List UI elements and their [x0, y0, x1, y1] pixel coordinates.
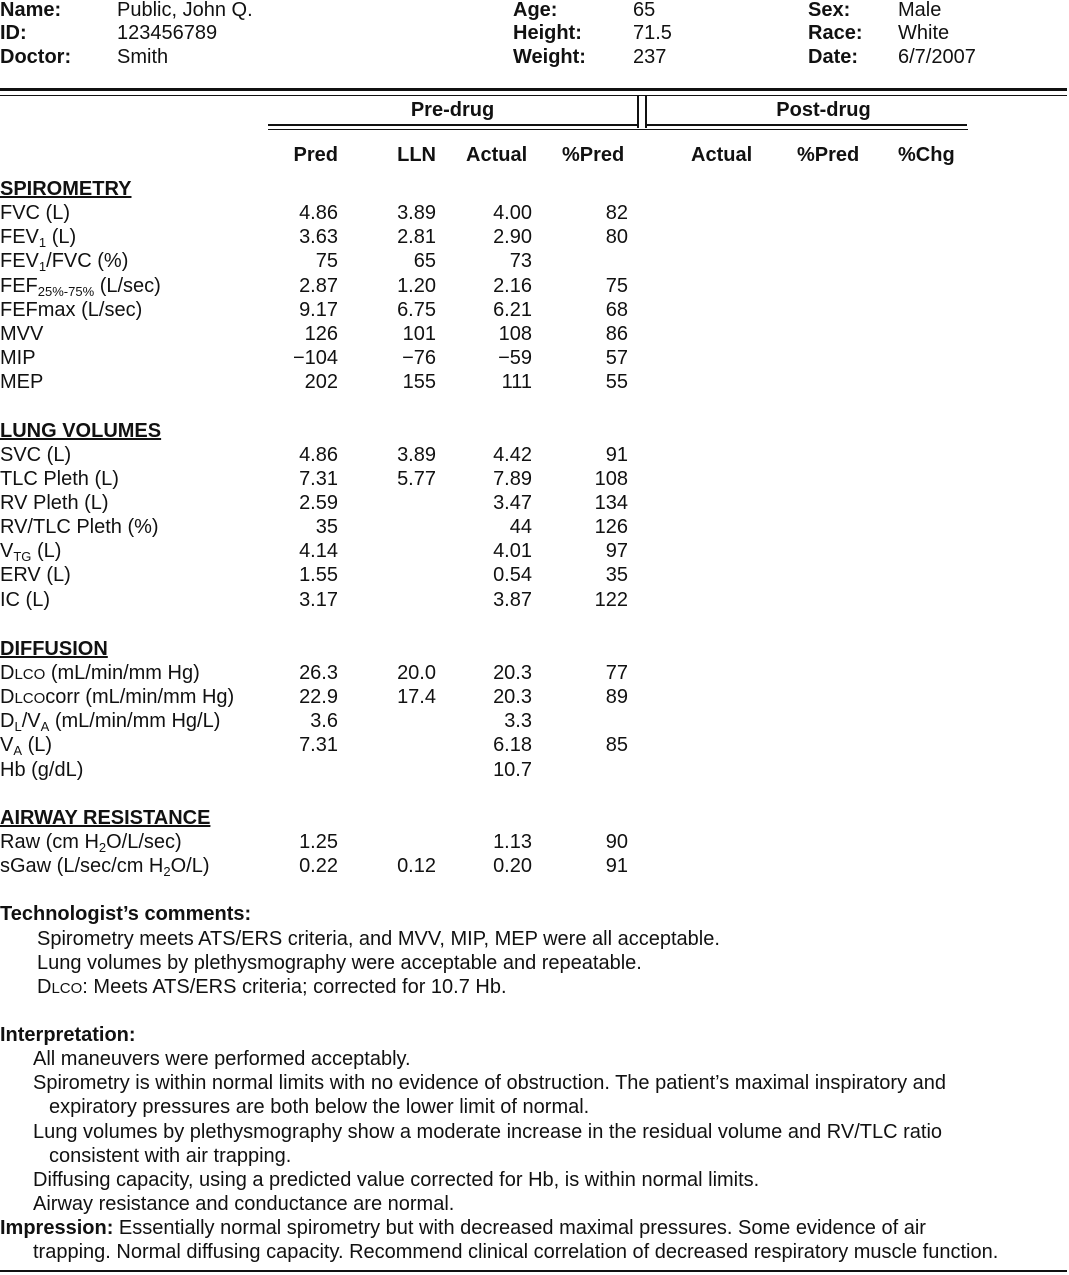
id-label: ID:: [0, 22, 27, 44]
label-rv-tlc: RV/TLC Pleth (%): [0, 516, 159, 538]
cell-pctpred: 82: [605, 202, 628, 224]
cell-actual: 1.13: [493, 831, 532, 853]
label-mip: MIP: [0, 347, 36, 369]
cell-pctpred: 108: [594, 468, 628, 490]
pre-drug-header: Pre-drug: [410, 99, 495, 121]
cell-pctpred: 89: [605, 686, 628, 708]
cell-pctpred: 75: [605, 275, 628, 297]
cell-actual: 4.01: [493, 540, 532, 562]
impression-line: Impression: Essentially normal spirometry but with decreased maximal pressures. Some evidence of air: [0, 1217, 926, 1239]
cell-pred: 7.31: [299, 734, 338, 756]
col-pctpred: %Pred: [562, 144, 625, 166]
header-rule-bottom: [0, 95, 1067, 96]
col-post-pctchg: %Chg: [898, 144, 955, 166]
cell-lln: −76: [402, 347, 436, 369]
label-dlcocorr: DLCOcorr (mL/min/mm Hg): [0, 686, 235, 708]
cell-pctpred: 134: [594, 492, 628, 514]
label-erv: ERV (L): [0, 564, 71, 586]
label-hb: Hb (g/dL): [0, 759, 84, 781]
cell-pred: 22.9: [299, 686, 338, 708]
interpretation-line: consistent with air trapping.: [49, 1145, 292, 1167]
cell-actual: 111: [501, 371, 532, 393]
interpretation-line: Spirometry is within normal limits with no evidence of obstruction. The patient’s maximal inspiratory and: [33, 1072, 946, 1094]
cell-pctpred: 86: [605, 323, 628, 345]
section-airway: AIRWAY RESISTANCE: [0, 807, 211, 829]
label-dl-va: $D_L/V_A$ (mL/min/mm Hg/L): [0, 710, 221, 734]
post-drug-header: Post-drug: [776, 99, 871, 121]
cell-pctpred: 68: [605, 299, 628, 321]
report-date: 6/7/2007: [898, 46, 976, 68]
cell-lln: 20.0: [397, 662, 436, 684]
cell-pred: 0.22: [299, 855, 338, 877]
footer-rule: [0, 1270, 1067, 1272]
cell-actual: 3.3: [504, 710, 532, 732]
cell-pctpred: 35: [605, 564, 628, 586]
label-sgaw: sGaw (L/sec/cm $H_2O/L$): [0, 855, 210, 879]
cell-lln: 101: [402, 323, 436, 345]
date-label: Date:: [808, 46, 859, 68]
cell-actual: −59: [498, 347, 532, 369]
cell-pctpred: 97: [605, 540, 628, 562]
cell-actual: 10.7: [493, 759, 532, 781]
label-raw: Raw (cm $H_2O/L/\sec$): [0, 831, 182, 855]
cell-pred: 75: [315, 250, 338, 272]
age-label: Age:: [513, 0, 558, 21]
label-tlc: TLC Pleth (L): [0, 468, 119, 490]
interpretation-line: All maneuvers were performed acceptably.: [33, 1048, 411, 1070]
cell-pred: 3.6: [310, 710, 338, 732]
weight-label: Weight:: [513, 46, 586, 68]
cell-pctpred: 85: [605, 734, 628, 756]
comment-line: Spirometry meets ATS/ERS criteria, and MVV, MIP, MEP were all acceptable.: [37, 928, 720, 950]
cell-pctpred: 55: [605, 371, 628, 393]
cell-actual: 3.47: [493, 492, 532, 514]
label-svc: SVC (L): [0, 444, 72, 466]
comment-line: DLCO: Meets ATS/ERS criteria; corrected for 10.7 Hb.: [37, 976, 507, 998]
post-drug-underline: [645, 124, 967, 126]
group-rule: [268, 129, 968, 130]
cell-pred: 9.17: [299, 299, 338, 321]
col-actual: Actual: [466, 144, 528, 166]
cell-actual: 73: [509, 250, 532, 272]
cell-lln: 5.77: [397, 468, 436, 490]
cell-pred: 35: [315, 516, 338, 538]
cell-actual: 4.00: [493, 202, 532, 224]
interpretation-line: Lung volumes by plethysmography show a moderate increase in the residual volume and RV/TLC ratio: [33, 1121, 943, 1143]
impression-line: trapping. Normal diffusing capacity. Recommend clinical correlation of decreased respiratory muscle function.: [33, 1241, 999, 1263]
section-diffusion: DIFFUSION: [0, 638, 108, 660]
name-label: Name:: [0, 0, 62, 21]
patient-height: 71.5: [633, 22, 672, 44]
label-fev1: $FEV_1$ (L): [0, 226, 77, 250]
section-spirometry: SPIROMETRY: [0, 178, 132, 200]
patient-age: 65: [633, 0, 656, 21]
cell-pred: 26.3: [299, 662, 338, 684]
interpretation-line: expiratory pressures are both below the lower limit of normal.: [49, 1096, 590, 1118]
cell-actual: 2.16: [493, 275, 532, 297]
cell-pred: −104: [292, 347, 338, 369]
impression-title: Impression:: [0, 1217, 114, 1239]
pre-drug-underline: [268, 124, 639, 126]
label-mep: MEP: [0, 371, 44, 393]
cell-pctpred: 80: [605, 226, 628, 248]
patient-sex: Male: [898, 0, 942, 21]
cell-lln: 155: [402, 371, 436, 393]
cell-pctpred: 126: [594, 516, 628, 538]
patient-name: Public, John Q.: [117, 0, 253, 21]
cell-pctpred: 122: [594, 589, 628, 611]
section-lung-volumes: LUNG VOLUMES: [0, 420, 162, 442]
cell-lln: 3.89: [397, 202, 436, 224]
cell-pctpred: 57: [605, 347, 628, 369]
patient-id: 123456789: [117, 22, 218, 44]
cell-lln: 0.12: [397, 855, 436, 877]
cell-pred: 7.31: [299, 468, 338, 490]
cell-actual: 7.89: [493, 468, 532, 490]
cell-pctpred: 77: [605, 662, 628, 684]
race-label: Race:: [808, 22, 863, 44]
cell-actual: 2.90: [493, 226, 532, 248]
cell-pred: 4.86: [299, 444, 338, 466]
comments-title: Technologist’s comments:: [0, 903, 252, 925]
cell-actual: 44: [509, 516, 532, 538]
cell-lln: 1.20: [397, 275, 436, 297]
height-label: Height:: [513, 22, 582, 44]
cell-pred: 1.55: [299, 564, 338, 586]
cell-pctpred: 91: [605, 855, 628, 877]
cell-lln: 2.81: [397, 226, 436, 248]
label-dlco: DLCO (mL/min/mm Hg): [0, 662, 200, 684]
label-fef: $FEF_{25\%-75\%}$ (L/sec): [0, 275, 161, 299]
cell-pred: 126: [304, 323, 338, 345]
cell-actual: 20.3: [493, 686, 532, 708]
cell-actual: 0.20: [493, 855, 532, 877]
doctor-name: Smith: [117, 46, 169, 68]
interpretation-line: Airway resistance and conductance are normal.: [33, 1193, 455, 1215]
label-rv: RV Pleth (L): [0, 492, 109, 514]
comment-line: Lung volumes by plethysmography were acceptable and repeatable.: [37, 952, 642, 974]
doctor-label: Doctor:: [0, 46, 72, 68]
cell-actual: 4.42: [493, 444, 532, 466]
cell-actual: 6.18: [493, 734, 532, 756]
cell-actual: 3.87: [493, 589, 532, 611]
cell-pred: 3.17: [299, 589, 338, 611]
col-post-actual: Actual: [691, 144, 753, 166]
col-pred: Pred: [293, 144, 338, 166]
cell-lln: 3.89: [397, 444, 436, 466]
cell-pred: 202: [304, 371, 338, 393]
cell-actual: 6.21: [493, 299, 532, 321]
label-mvv: MVV: [0, 323, 44, 345]
cell-pred: 1.25: [299, 831, 338, 853]
cell-pctpred: 91: [605, 444, 628, 466]
interpretation-title: Interpretation:: [0, 1024, 136, 1046]
sex-label: Sex:: [808, 0, 851, 21]
cell-lln: 17.4: [397, 686, 436, 708]
col-lln: LLN: [397, 144, 436, 166]
cell-actual: 0.54: [493, 564, 532, 586]
cell-actual: 108: [498, 323, 532, 345]
cell-lln: 65: [413, 250, 436, 272]
label-fev1-fvc: $FEV_1$/FVC (%): [0, 250, 129, 274]
cell-pred: 4.86: [299, 202, 338, 224]
cell-pctpred: 90: [605, 831, 628, 853]
cell-pred: 4.14: [299, 540, 338, 562]
patient-race: White: [898, 22, 950, 44]
label-ic: IC (L): [0, 589, 50, 611]
header-rule-top: [0, 88, 1067, 91]
cell-pred: 3.63: [299, 226, 338, 248]
label-va: $V_A$ (L): [0, 734, 53, 758]
cell-pred: 2.87: [299, 275, 338, 297]
cell-pred: 2.59: [299, 492, 338, 514]
patient-weight: 237: [633, 46, 667, 68]
cell-actual: 20.3: [493, 662, 532, 684]
label-fefmax: FEFmax (L/sec): [0, 299, 143, 321]
label-fvc: FVC (L): [0, 202, 70, 224]
col-post-pctpred: %Pred: [797, 144, 860, 166]
cell-lln: 6.75: [397, 299, 436, 321]
interpretation-line: Diffusing capacity, using a predicted value corrected for Hb, is within normal limits.: [33, 1169, 760, 1191]
label-vtg: $V_{TG}$ (L): [0, 540, 62, 564]
